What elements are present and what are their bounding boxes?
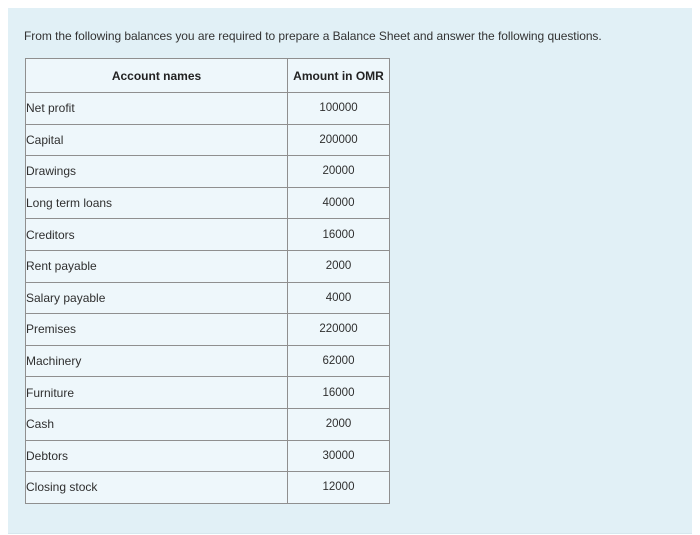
amount-cell: 4000 <box>288 282 390 314</box>
amount-cell: 62000 <box>288 345 390 377</box>
account-name-cell: Cash <box>26 408 288 440</box>
table-row <box>26 282 390 314</box>
amount-cell: 16000 <box>288 219 390 251</box>
amount-cell: 2000 <box>288 408 390 440</box>
amount-cell: 16000 <box>288 377 390 409</box>
question-text: From the following balances you are required to prepare a Balance Sheet and answer the following questions. <box>24 29 602 43</box>
account-name-cell: Premises <box>26 314 288 346</box>
account-name-cell: Long term loans <box>26 187 288 219</box>
account-name-cell: Net profit <box>26 93 288 125</box>
account-name-cell: Debtors <box>26 440 288 472</box>
amount-cell: 100000 <box>288 93 390 125</box>
account-name-cell: Creditors <box>26 219 288 251</box>
table-row <box>26 187 390 219</box>
amount-cell: 200000 <box>288 124 390 156</box>
account-name-cell: Capital <box>26 124 288 156</box>
account-name-cell: Salary payable <box>26 282 288 314</box>
account-name-cell: Rent payable <box>26 250 288 282</box>
table-row <box>26 93 390 125</box>
account-name-cell: Machinery <box>26 345 288 377</box>
table-header-row <box>26 59 390 93</box>
table-row <box>26 345 390 377</box>
amount-cell: 12000 <box>288 472 390 504</box>
question-panel <box>8 8 692 534</box>
account-name-cell: Drawings <box>26 156 288 188</box>
account-name-cell: Closing stock <box>26 472 288 504</box>
table-row <box>26 156 390 188</box>
amount-cell: 220000 <box>288 314 390 346</box>
account-name-cell: Furniture <box>26 377 288 409</box>
amount-cell: 20000 <box>288 156 390 188</box>
table-row <box>26 219 390 251</box>
table-row <box>26 440 390 472</box>
table-row <box>26 124 390 156</box>
table-row <box>26 472 390 504</box>
amount-cell: 30000 <box>288 440 390 472</box>
table-row <box>26 408 390 440</box>
table-row <box>26 377 390 409</box>
amount-cell: 40000 <box>288 187 390 219</box>
table-row <box>26 314 390 346</box>
table-row <box>26 250 390 282</box>
header-account-names: Account names <box>26 59 288 93</box>
balances-table <box>25 58 390 504</box>
header-amount: Amount in OMR <box>288 59 390 93</box>
amount-cell: 2000 <box>288 250 390 282</box>
